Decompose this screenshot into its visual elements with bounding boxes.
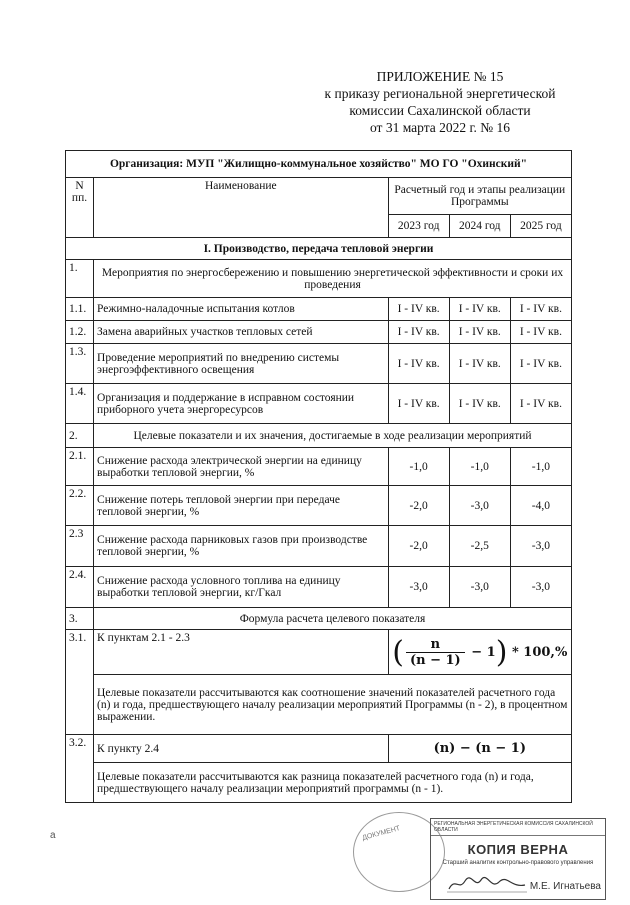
row-name: Организация и поддержание в исправном состоянии приборного учета энергоресурсов [94,384,389,424]
row-value: I - IV кв. [510,384,571,424]
year-header: 2023 год [388,215,449,238]
row-value: -1,0 [449,448,510,486]
row-value: I - IV кв. [449,344,510,384]
row-value: -2,0 [388,486,449,526]
row-number: 3. [66,608,94,630]
formula-numerator: n [406,637,465,653]
row-value: -4,0 [510,486,571,526]
row-value: -3,0 [388,567,449,608]
group-title: Формула расчета целевого показателя [94,608,572,630]
formula-difference: (n) − (n − 1) [388,735,571,763]
formula-label: К пункту 2.4 [94,735,389,763]
col-period-header: Расчетный год и этапы реализации Программы [388,178,571,215]
stamp-org: РЕГИОНАЛЬНАЯ ЭНЕРГЕТИЧЕСКАЯ КОМИССИЯ САХАЛИНСКОЙ ОБЛАСТИ [431,819,605,836]
row-value: -3,0 [449,486,510,526]
certified-copy-stamp [430,818,606,900]
table-row [66,567,572,608]
group-row [66,260,572,298]
row-value: -3,0 [449,567,510,608]
row-number: 1. [66,260,94,298]
row-value: I - IV кв. [510,298,571,321]
stamp-signer: М.Е. Игнатьева [529,881,601,892]
formula-minus-one: − 1 [471,644,496,660]
row-value: I - IV кв. [388,344,449,384]
table-row [66,384,572,424]
signature-icon [447,875,527,893]
formula-label: К пунктам 2.1 - 2.3 [94,630,389,675]
row-value: I - IV кв. [388,298,449,321]
row-name: Снижение потерь тепловой энергии при передаче тепловой энергии, % [94,486,389,526]
row-value: I - IV кв. [449,298,510,321]
table-row [66,321,572,344]
row-value: -3,0 [510,526,571,567]
row-value: I - IV кв. [449,384,510,424]
appendix-title: ПРИЛОЖЕНИЕ № 15 [376,69,504,84]
row-value: I - IV кв. [449,321,510,344]
org-row [66,151,572,178]
row-number: 1.3. [66,344,94,384]
order-date-line: от 31 марта 2022 г. № 16 [369,120,511,135]
col-name-header: Наименование [94,178,389,238]
formula-fraction [406,637,465,668]
group-title: Целевые показатели и их значения, достигаемые в ходе реализации мероприятий [94,424,572,448]
group-row [66,424,572,448]
org-name: Организация: МУП "Жилищно-коммунальное хозяйство" МО ГО "Охинский" [66,151,572,178]
stamp-copy-label: КОПИЯ ВЕРНА [467,842,569,857]
row-value: I - IV кв. [510,344,571,384]
order-ref-line: к приказу региональной энергетической [324,86,556,101]
description-row [66,675,572,735]
year-header: 2024 год [449,215,510,238]
row-value: I - IV кв. [510,321,571,344]
formula-description: Целевые показатели рассчитываются как соотношение значений показателей расчетного года (n) и года, предшествующего началу реализации мероприятий Программы (n - 2), в процентном выражении. [94,675,572,735]
formula-row [66,735,572,763]
row-number: 2.2. [66,486,94,526]
row-name: Снижение расхода электрической энергии на единицу выработки тепловой энергии, % [94,448,389,486]
row-name: Режимно-наладочные испытания котлов [94,298,389,321]
formula-row [66,630,572,675]
seal-text: ДОКУМЕНТ [361,825,401,842]
formula-percent: ( $\frac{n}{(n - 1)}$ − 1) * 100,% [388,630,571,675]
margin-mark: a [50,830,56,841]
section-row [66,238,572,260]
row-value: I - IV кв. [388,321,449,344]
row-number: 1.4. [66,384,94,424]
row-number: 2.3 [66,526,94,567]
col-n-header: N пп. [66,178,94,238]
row-number: 2.4. [66,567,94,608]
stamp-position: Старший аналитик контрольно-правового управления [442,860,594,866]
section-title: I. Производство, передача тепловой энергии [66,238,572,260]
formula-denominator: (n − 1) [409,652,461,668]
table-row [66,448,572,486]
row-name: Проведение мероприятий по внедрению системы энергоэффективного освещения [94,344,389,384]
row-name: Снижение расхода условного топлива на единицу выработки тепловой энергии, кг/Гкал [94,567,389,608]
row-name: Замена аварийных участков тепловых сетей [94,321,389,344]
formula-multiplier: * 100,% [511,644,568,660]
row-value: -2,0 [388,526,449,567]
year-header: 2025 год [510,215,571,238]
row-number: 3.1. [66,630,94,735]
row-number: 2.1. [66,448,94,486]
group-row [66,608,572,630]
table-row [66,526,572,567]
header-row [66,178,572,215]
description-row [66,763,572,803]
group-title: Мероприятия по энергосбережению и повышению энергетической эффективности и сроки их проведения [94,260,572,298]
row-value: -3,0 [510,567,571,608]
row-number: 2. [66,424,94,448]
document-header [300,68,580,136]
row-number: 1.2. [66,321,94,344]
row-name: Снижение расхода парниковых газов при производстве тепловой энергии, % [94,526,389,567]
row-number: 1.1. [66,298,94,321]
program-table [65,150,572,803]
table-row [66,344,572,384]
table-row [66,486,572,526]
row-value: -1,0 [510,448,571,486]
table-row [66,298,572,321]
formula-description: Целевые показатели рассчитываются как разница показателей расчетного года (n) и года, предшествующего началу реализации мероприятий программы (n - 1). [94,763,572,803]
row-value: -1,0 [388,448,449,486]
row-value: -2,5 [449,526,510,567]
commission-line: комиссии Сахалинской области [349,103,531,118]
row-number: 3.2. [66,735,94,803]
row-value: I - IV кв. [388,384,449,424]
